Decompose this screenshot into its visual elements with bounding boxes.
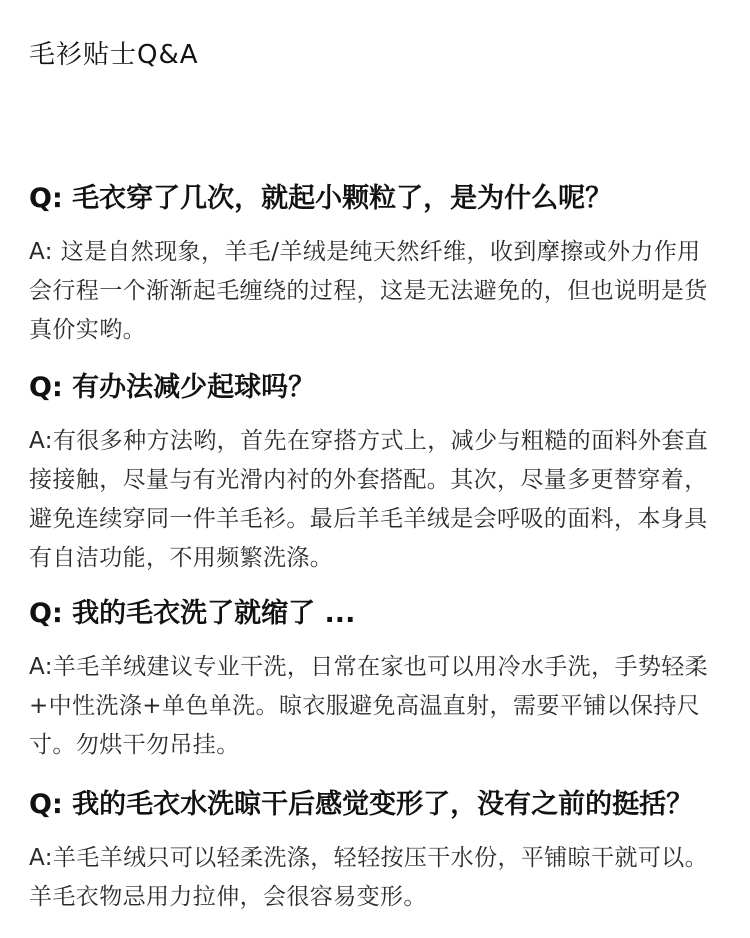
qa-item: [29, 787, 721, 917]
answer-text: A:羊毛羊绒只可以轻柔洗涤，轻轻按压干水份，平铺晾干就可以。羊毛衣物忌用力拉伸，会很容易变形。: [29, 845, 709, 910]
question-text: Q: 我的毛衣水洗晾干后感觉变形了，没有之前的挺括？: [29, 789, 694, 820]
qa-item: [29, 370, 721, 578]
page-title: 毛衫贴士Q&A: [29, 40, 199, 70]
qa-item: [29, 181, 721, 350]
question-text: Q: 我的毛衣洗了就缩了 ...: [29, 598, 356, 629]
answer-text: A: 这是自然现象，羊毛/羊绒是纯天然纤维，收到摩擦或外力作用会行程一个渐渐起毛缠绕的过程，这是无法避免的，但也说明是货真价实哟。: [29, 239, 708, 343]
qa-item: [29, 596, 721, 765]
answer-text: A:有很多种方法哟，首先在穿搭方式上，减少与粗糙的面料外套直接接触，尽量与有光滑内衬的外套搭配。其次，尽量多更替穿着，避免连续穿同一件羊毛衫。最后羊毛羊绒是会呼吸的面料，本身具有自洁功能，不用频繁洗涤。: [29, 428, 709, 571]
question-text: Q: 毛衣穿了几次，就起小颗粒了，是为什么呢？: [29, 183, 613, 214]
question-text: Q: 有办法减少起球吗？: [29, 372, 316, 403]
answer-text: A:羊毛羊绒建议专业干洗，日常在家也可以用冷水手洗，手势轻柔+中性洗涤+单色单洗。晾衣服避免高温直射，需要平铺以保持尺寸。勿烘干勿吊挂。: [29, 654, 709, 758]
